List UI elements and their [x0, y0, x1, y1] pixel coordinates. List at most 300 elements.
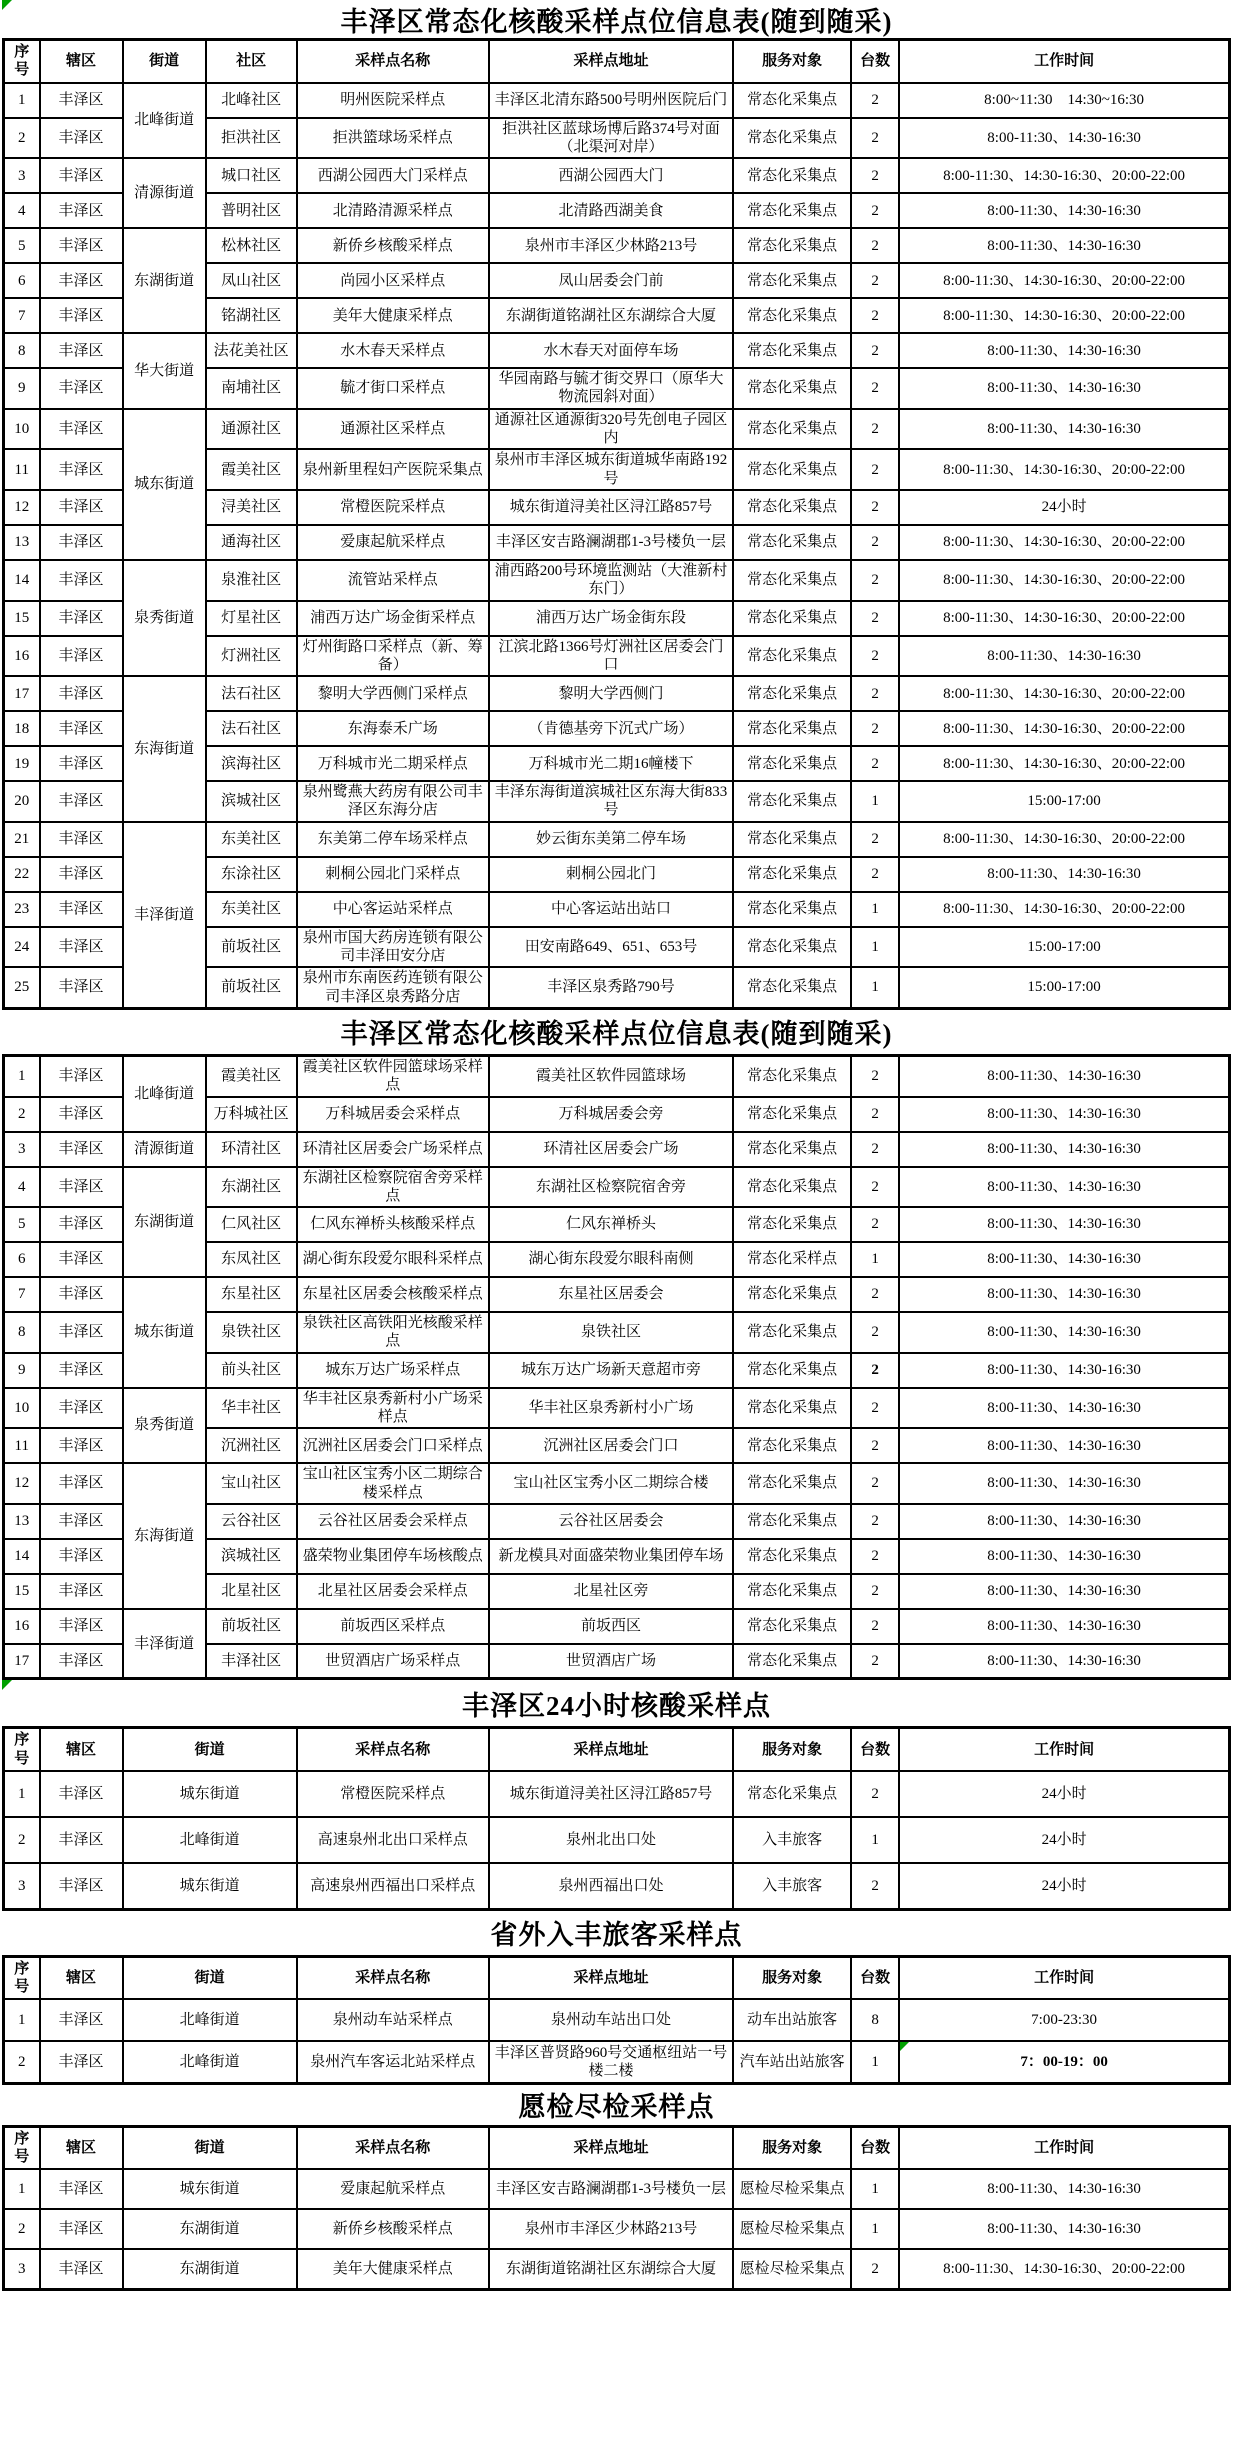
cell-seq: 15: [4, 601, 40, 636]
table-row: [4, 1863, 1230, 1909]
cell-hours: 8:00-11:30、14:30-16:30、20:00-22:00: [899, 298, 1229, 333]
cell-site-name: 泉铁社区高铁阳光核酸采样点: [297, 1312, 489, 1353]
cell-seq: 23: [4, 892, 40, 927]
cell-street: 清源街道: [123, 1132, 206, 1167]
cell-community: 环清社区: [206, 1132, 297, 1167]
cell-district: 丰泽区: [40, 1428, 123, 1463]
cell-site-name: 爱康起航采样点: [297, 2169, 489, 2209]
cell-site-name: 灯州街路口采样点（新、筹备）: [297, 636, 489, 677]
cell-district: 丰泽区: [40, 967, 123, 1008]
cell-hours: 8:00-11:30、14:30-16:30: [899, 1644, 1229, 1679]
cell-community: 泉淮社区: [206, 560, 297, 601]
cell-seq: 4: [4, 1167, 40, 1208]
cell-district: 丰泽区: [40, 1863, 123, 1909]
cell-community: 通海社区: [206, 525, 297, 560]
cell-hours: 8:00-11:30、14:30-16:30: [899, 1207, 1229, 1242]
cell-units: 1: [851, 2209, 899, 2249]
cell-seq: 5: [4, 228, 40, 263]
cell-service: 常态化采集点: [733, 1388, 851, 1429]
cell-community: 北峰社区: [206, 83, 297, 118]
cell-community: 通源社区: [206, 409, 297, 450]
cell-district: 丰泽区: [40, 228, 123, 263]
cell-seq: 3: [4, 1132, 40, 1167]
table1-title-band: [2, 0, 1231, 38]
cell-district: 丰泽区: [40, 601, 123, 636]
cell-site-name: 盛荣物业集团停车场核酸点: [297, 1539, 489, 1574]
cell-hours: 24小时: [899, 1817, 1229, 1863]
cell-hours: 8:00-11:30、14:30-16:30: [899, 1574, 1229, 1609]
cell-district: 丰泽区: [40, 158, 123, 193]
cell-address: 环清社区居委会广场: [489, 1132, 733, 1167]
cell-hours: 8:00~11:30 14:30~16:30: [899, 83, 1229, 118]
cell-seq: 15: [4, 1574, 40, 1609]
header-cell: 采样点地址: [489, 1956, 733, 1999]
cell-site-name: 泉州动车站采样点: [297, 1999, 489, 2041]
table-row: [4, 676, 1230, 711]
cell-hours: 8:00-11:30、14:30-16:30、20:00-22:00: [899, 892, 1229, 927]
cell-community: 宝山社区: [206, 1463, 297, 1504]
table-row: [4, 1817, 1230, 1863]
cell-seq: 13: [4, 1504, 40, 1539]
cell-units: 2: [851, 1353, 899, 1388]
header-cell: 台数: [851, 40, 899, 83]
cell-community: 城口社区: [206, 158, 297, 193]
cell-district: 丰泽区: [40, 1644, 123, 1679]
cell-street: 东海街道: [123, 1463, 206, 1609]
cell-units: 2: [851, 1863, 899, 1909]
cell-hours: 8:00-11:30、14:30-16:30、20:00-22:00: [899, 449, 1229, 490]
cell-community: 凤山社区: [206, 263, 297, 298]
cell-site-name: 流管站采样点: [297, 560, 489, 601]
cell-units: 2: [851, 2249, 899, 2289]
cell-seq: 10: [4, 1388, 40, 1429]
cell-street: 华大街道: [123, 333, 206, 409]
cell-hours: 8:00-11:30、14:30-16:30: [899, 1277, 1229, 1312]
table-row: [4, 2041, 1230, 2083]
cell-community: 浔美社区: [206, 490, 297, 525]
table-row: [4, 2249, 1230, 2289]
cell-seq: 13: [4, 525, 40, 560]
cell-street: 东湖街道: [123, 1167, 206, 1278]
cell-address: 前坂西区: [489, 1609, 733, 1644]
table-row: [4, 1055, 1230, 1096]
cell-site-name: 拒洪篮球场采样点: [297, 118, 489, 159]
cell-service: 常态化采集点: [733, 601, 851, 636]
cell-hours: 8:00-11:30、14:30-16:30: [899, 1353, 1229, 1388]
cell-seq: 22: [4, 857, 40, 892]
cell-seq: 1: [4, 1771, 40, 1817]
cell-site-name: 常橙医院采样点: [297, 1771, 489, 1817]
cell-units: 2: [851, 1132, 899, 1167]
cell-units: 2: [851, 601, 899, 636]
cell-site-name: 东海泰禾广场: [297, 711, 489, 746]
table1-normalized-sampling-points: [2, 38, 1231, 1010]
cell-street: 北峰街道: [123, 83, 206, 159]
cell-service: 汽车站出站旅客: [733, 2041, 851, 2083]
cell-community: 松林社区: [206, 228, 297, 263]
cell-address: 丰泽区安吉路澜湖郡1-3号楼负一层: [489, 525, 733, 560]
cell-units: 2: [851, 1609, 899, 1644]
cell-address: 丰泽区安吉路澜湖郡1-3号楼负一层: [489, 2169, 733, 2209]
cell-seq: 7: [4, 298, 40, 333]
header-row: [4, 2126, 1230, 2169]
cell-units: 2: [851, 298, 899, 333]
cell-service: 常态化采集点: [733, 228, 851, 263]
table-row: [4, 1388, 1230, 1429]
cell-seq: 2: [4, 2041, 40, 2083]
cell-service: 常态化采集点: [733, 1644, 851, 1679]
cell-site-name: 泉州市国大药房连锁有限公司丰泽田安分店: [297, 927, 489, 968]
cell-service: 常态化采集点: [733, 822, 851, 857]
cell-district: 丰泽区: [40, 1504, 123, 1539]
cell-site-name: 霞美社区软件园篮球场采样点: [297, 1055, 489, 1096]
cell-district: 丰泽区: [40, 409, 123, 450]
cell-service: 常态化采集点: [733, 193, 851, 228]
cell-address: 泉州动车站出口处: [489, 1999, 733, 2041]
table-row: [4, 333, 1230, 368]
header-cell: 服务对象: [733, 2126, 851, 2169]
header-cell: 辖区: [40, 40, 123, 83]
cell-units: 2: [851, 1644, 899, 1679]
cell-service: 常态化采集点: [733, 1771, 851, 1817]
cell-site-name: 云谷社区居委会采样点: [297, 1504, 489, 1539]
cell-address: 新龙模具对面盛荣物业集团停车场: [489, 1539, 733, 1574]
header-cell: 台数: [851, 1956, 899, 1999]
cell-address: 刺桐公园北门: [489, 857, 733, 892]
cell-seq: 14: [4, 1539, 40, 1574]
cell-district: 丰泽区: [40, 1242, 123, 1277]
cell-district: 丰泽区: [40, 1609, 123, 1644]
cell-hours: 8:00-11:30、14:30-16:30: [899, 1132, 1229, 1167]
cell-units: 2: [851, 1463, 899, 1504]
header-cell: 台数: [851, 2126, 899, 2169]
cell-service: 动车出站旅客: [733, 1999, 851, 2041]
cell-seq: 16: [4, 1609, 40, 1644]
cell-address: 宝山社区宝秀小区二期综合楼: [489, 1463, 733, 1504]
cell-street: 北峰街道: [123, 1817, 297, 1863]
cell-address: 东湖街道铭湖社区东湖综合大厦: [489, 2249, 733, 2289]
cell-seq: 2: [4, 2209, 40, 2249]
cell-seq: 3: [4, 2249, 40, 2289]
cell-seq: 1: [4, 2169, 40, 2209]
cell-seq: 7: [4, 1277, 40, 1312]
cell-hours: 8:00-11:30、14:30-16:30: [899, 228, 1229, 263]
cell-community: 泉铁社区: [206, 1312, 297, 1353]
cell-community: 灯星社区: [206, 601, 297, 636]
cell-units: 2: [851, 1312, 899, 1353]
cell-seq: 11: [4, 1428, 40, 1463]
cell-service: 常态化采集点: [733, 449, 851, 490]
cell-district: 丰泽区: [40, 560, 123, 601]
cell-street: 城东街道: [123, 2169, 297, 2209]
cell-district: 丰泽区: [40, 1539, 123, 1574]
cell-hours: 15:00-17:00: [899, 781, 1229, 822]
cell-district: 丰泽区: [40, 1132, 123, 1167]
cell-street: 清源街道: [123, 158, 206, 228]
cell-address: 沉洲社区居委会门口: [489, 1428, 733, 1463]
cell-address: 华丰社区泉秀新村小广场: [489, 1388, 733, 1429]
cell-community: 法石社区: [206, 711, 297, 746]
header-cell: 服务对象: [733, 1956, 851, 1999]
cell-community: 滨城社区: [206, 781, 297, 822]
cell-community: 铭湖社区: [206, 298, 297, 333]
cell-address: 丰泽东海街道滨城社区东海大街833号: [489, 781, 733, 822]
cell-address: 泉州市丰泽区少林路213号: [489, 228, 733, 263]
cell-units: 2: [851, 857, 899, 892]
cell-site-name: 东湖社区检察院宿舍旁采样点: [297, 1167, 489, 1208]
cell-seq: 12: [4, 490, 40, 525]
cell-community: 灯洲社区: [206, 636, 297, 677]
cell-street: 北峰街道: [123, 1999, 297, 2041]
cell-seq: 3: [4, 1863, 40, 1909]
cell-district: 丰泽区: [40, 1167, 123, 1208]
cell-community: 前坂社区: [206, 967, 297, 1008]
cell-community: 普明社区: [206, 193, 297, 228]
cell-hours: 8:00-11:30、14:30-16:30: [899, 1388, 1229, 1429]
header-cell: 序号: [4, 40, 40, 83]
cell-address: 东星社区居委会: [489, 1277, 733, 1312]
cell-service: 常态化采集点: [733, 781, 851, 822]
header-cell: 工作时间: [899, 2126, 1229, 2169]
cell-hours: 8:00-11:30、14:30-16:30、20:00-22:00: [899, 822, 1229, 857]
cell-seq: 21: [4, 822, 40, 857]
cell-district: 丰泽区: [40, 2169, 123, 2209]
cell-hours: 24小时: [899, 1863, 1229, 1909]
cell-district: 丰泽区: [40, 193, 123, 228]
cell-address: 北清路西湖美食: [489, 193, 733, 228]
cell-seq: 25: [4, 967, 40, 1008]
table4-title: 省外入丰旅客采样点: [490, 1920, 743, 1950]
table-row: [4, 1277, 1230, 1312]
cell-address: 拒洪社区蓝球场博后路374号对面（北渠河对岸）: [489, 118, 733, 159]
cell-service: 愿检尽检采集点: [733, 2249, 851, 2289]
cell-site-name: 新侨乡核酸采样点: [297, 228, 489, 263]
header-cell: 街道: [123, 1956, 297, 1999]
cell-site-name: 泉州鹭燕大药房有限公司丰泽区东海分店: [297, 781, 489, 822]
cell-units: 1: [851, 927, 899, 968]
cell-units: 8: [851, 1999, 899, 2041]
cell-community: 滨海社区: [206, 746, 297, 781]
cell-units: 2: [851, 158, 899, 193]
cell-seq: 9: [4, 1353, 40, 1388]
header-cell: 社区: [206, 40, 297, 83]
header-cell: 服务对象: [733, 1728, 851, 1771]
cell-district: 丰泽区: [40, 781, 123, 822]
cell-district: 丰泽区: [40, 746, 123, 781]
cell-address: 泉铁社区: [489, 1312, 733, 1353]
cell-hours: 8:00-11:30、14:30-16:30: [899, 2209, 1229, 2249]
cell-seq: 2: [4, 1817, 40, 1863]
cell-units: 2: [851, 1055, 899, 1096]
cell-units: 1: [851, 1817, 899, 1863]
cell-district: 丰泽区: [40, 525, 123, 560]
cell-service: 愿检尽检采集点: [733, 2209, 851, 2249]
table-row: [4, 1999, 1230, 2041]
table4-out-of-province-travelers: [2, 1955, 1231, 2085]
cell-hours: 8:00-11:30、14:30-16:30: [899, 2169, 1229, 2209]
cell-district: 丰泽区: [40, 118, 123, 159]
cell-site-name: 美年大健康采样点: [297, 298, 489, 333]
table-row: [4, 2169, 1230, 2209]
header-cell: 采样点地址: [489, 1728, 733, 1771]
cell-site-name: 浦西万达广场金街采样点: [297, 601, 489, 636]
cell-address: 城东街道浔美社区浔江路857号: [489, 1771, 733, 1817]
cell-seq: 19: [4, 746, 40, 781]
cell-service: 常态化采集点: [733, 1504, 851, 1539]
cell-seq: 14: [4, 560, 40, 601]
cell-community: 北星社区: [206, 1574, 297, 1609]
cell-units: 2: [851, 118, 899, 159]
cell-street: 东湖街道: [123, 2209, 297, 2249]
cell-units: 2: [851, 1097, 899, 1132]
cell-units: 1: [851, 1242, 899, 1277]
cell-district: 丰泽区: [40, 927, 123, 968]
cell-units: 1: [851, 967, 899, 1008]
cell-hours: 8:00-11:30、14:30-16:30: [899, 636, 1229, 677]
cell-district: 丰泽区: [40, 676, 123, 711]
table4-title-band: [2, 1911, 1231, 1955]
cell-address: 水木春天对面停车场: [489, 333, 733, 368]
cell-site-name: 东星社区居委会核酸采样点: [297, 1277, 489, 1312]
cell-seq: 4: [4, 193, 40, 228]
cell-address: 凤山居委会门前: [489, 263, 733, 298]
cell-hours: 8:00-11:30、14:30-16:30: [899, 1097, 1229, 1132]
cell-hours: 24小时: [899, 490, 1229, 525]
cell-site-name: 通源社区采样点: [297, 409, 489, 450]
cell-site-name: 北清路清源采样点: [297, 193, 489, 228]
cell-district: 丰泽区: [40, 1097, 123, 1132]
cell-address: 北星社区旁: [489, 1574, 733, 1609]
cell-community: 前坂社区: [206, 927, 297, 968]
cell-hours: 8:00-11:30、14:30-16:30、20:00-22:00: [899, 525, 1229, 560]
cell-site-name: 城东万达广场采样点: [297, 1353, 489, 1388]
table2-title-band: [2, 1010, 1231, 1054]
cell-site-name: 万科城居委会采样点: [297, 1097, 489, 1132]
cell-address: 浦西万达广场金街东段: [489, 601, 733, 636]
cell-units: 2: [851, 711, 899, 746]
cell-service: 常态化采集点: [733, 1167, 851, 1208]
cell-community: 前头社区: [206, 1353, 297, 1388]
cell-units: 2: [851, 263, 899, 298]
cell-hours: 8:00-11:30、14:30-16:30: [899, 1055, 1229, 1096]
cell-units: 2: [851, 1207, 899, 1242]
table-row: [4, 1463, 1230, 1504]
cell-units: 2: [851, 1388, 899, 1429]
cell-address: 万科城市光二期16幢楼下: [489, 746, 733, 781]
cell-address: 城东万达广场新天意超市旁: [489, 1353, 733, 1388]
cell-site-name: 东美第二停车场采样点: [297, 822, 489, 857]
cell-seq: 9: [4, 368, 40, 409]
header-cell: 工作时间: [899, 40, 1229, 83]
cell-service: 常态化采集点: [733, 1207, 851, 1242]
cell-site-name: 爱康起航采样点: [297, 525, 489, 560]
cell-service: 常态化采集点: [733, 490, 851, 525]
header-cell: 台数: [851, 1728, 899, 1771]
cell-units: 2: [851, 1539, 899, 1574]
cell-address: 丰泽区泉秀路790号: [489, 967, 733, 1008]
cell-service: 常态化采集点: [733, 409, 851, 450]
cell-community: 丰泽社区: [206, 1644, 297, 1679]
cell-district: 丰泽区: [40, 1277, 123, 1312]
cell-site-name: 泉州市东南医药连锁有限公司丰泽区泉秀路分店: [297, 967, 489, 1008]
cell-units: 2: [851, 1167, 899, 1208]
cell-seq: 6: [4, 263, 40, 298]
header-cell: 工作时间: [899, 1728, 1229, 1771]
cell-site-name: 明州医院采样点: [297, 83, 489, 118]
cell-hours: 7:00-23:30: [899, 1999, 1229, 2041]
cell-site-name: 前坂西区采样点: [297, 1609, 489, 1644]
cell-hours: 8:00-11:30、14:30-16:30: [899, 1504, 1229, 1539]
cell-hours: 8:00-11:30、14:30-16:30、20:00-22:00: [899, 746, 1229, 781]
cell-district: 丰泽区: [40, 83, 123, 118]
cell-district: 丰泽区: [40, 2249, 123, 2289]
cell-site-name: 中心客运站采样点: [297, 892, 489, 927]
header-cell: 工作时间: [899, 1956, 1229, 1999]
cell-hours: 8:00-11:30、14:30-16:30: [899, 1242, 1229, 1277]
cell-address: 霞美社区软件园篮球场: [489, 1055, 733, 1096]
header-cell: 采样点地址: [489, 2126, 733, 2169]
cell-community: 法石社区: [206, 676, 297, 711]
cell-district: 丰泽区: [40, 711, 123, 746]
cell-address: 丰泽区普贤路960号交通枢纽站一号楼二楼: [489, 2041, 733, 2083]
cell-district: 丰泽区: [40, 1388, 123, 1429]
cell-address: 泉州北出口处: [489, 1817, 733, 1863]
cell-community: 前坂社区: [206, 1609, 297, 1644]
cell-hours: 8:00-11:30、14:30-16:30、20:00-22:00: [899, 560, 1229, 601]
cell-community: 东湖社区: [206, 1167, 297, 1208]
cell-community: 东涂社区: [206, 857, 297, 892]
cell-units: 2: [851, 1574, 899, 1609]
cell-seq: 12: [4, 1463, 40, 1504]
cell-units: 2: [851, 449, 899, 490]
cell-service: 常态化采集点: [733, 927, 851, 968]
cell-district: 丰泽区: [40, 298, 123, 333]
cell-service: 常态化采集点: [733, 525, 851, 560]
cell-hours: 8:00-11:30、14:30-16:30、20:00-22:00: [899, 158, 1229, 193]
cell-address: 黎明大学西侧门: [489, 676, 733, 711]
cell-units: 2: [851, 1428, 899, 1463]
header-cell: 序号: [4, 1956, 40, 1999]
cell-units: 2: [851, 490, 899, 525]
cell-address: 东湖街道铭湖社区东湖综合大厦: [489, 298, 733, 333]
cell-service: 常态化采集点: [733, 333, 851, 368]
cell-service: 常态化采集点: [733, 746, 851, 781]
cell-hours: 8:00-11:30、14:30-16:30、20:00-22:00: [899, 676, 1229, 711]
cell-seq: 5: [4, 1207, 40, 1242]
cell-street: 城东街道: [123, 1771, 297, 1817]
cell-address: 万科城居委会旁: [489, 1097, 733, 1132]
green-triangle-icon: [2, 0, 12, 10]
cell-service: 常态化采集点: [733, 1353, 851, 1388]
cell-hours: 8:00-11:30、14:30-16:30: [899, 368, 1229, 409]
header-cell: 街道: [123, 2126, 297, 2169]
cell-service: 常态化采集点: [733, 1055, 851, 1096]
cell-units: 2: [851, 560, 899, 601]
cell-community: 法花美社区: [206, 333, 297, 368]
cell-district: 丰泽区: [40, 1771, 123, 1817]
cell-community: 拒洪社区: [206, 118, 297, 159]
cell-community: 万科城社区: [206, 1097, 297, 1132]
cell-site-name: 湖心街东段爱尔眼科采样点: [297, 1242, 489, 1277]
cell-community: 沉洲社区: [206, 1428, 297, 1463]
table5-voluntary-testing-points: [2, 2125, 1231, 2291]
table1-title: 丰泽区常态化核酸采样点位信息表(随到随采): [340, 6, 893, 37]
table-row: [4, 158, 1230, 193]
cell-seq: 20: [4, 781, 40, 822]
cell-district: 丰泽区: [40, 2041, 123, 2083]
cell-site-name: 西湖公园西大门采样点: [297, 158, 489, 193]
cell-district: 丰泽区: [40, 263, 123, 298]
